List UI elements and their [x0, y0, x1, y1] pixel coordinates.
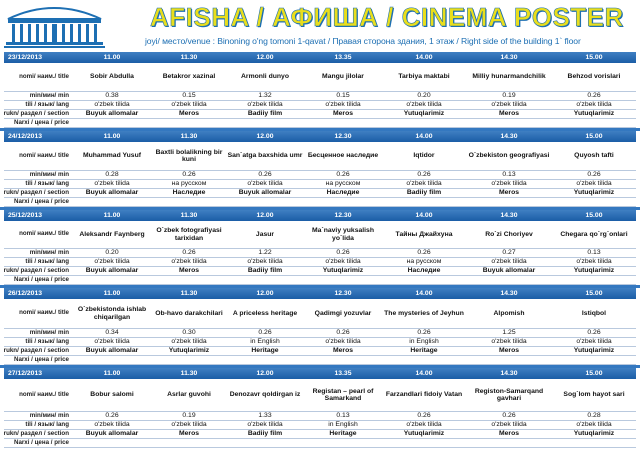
price-row	[4, 276, 636, 285]
film-section: Badiiy film	[247, 430, 283, 438]
film-title: Tarbiya maktabi	[398, 73, 450, 81]
film-lang: o'zbek tilida	[406, 421, 442, 429]
film-section: Yutuqlarimiz	[573, 267, 615, 275]
film-title: Asrlar guvohi	[167, 391, 211, 399]
showtime: 11.30	[180, 369, 198, 377]
row-label: nomi/ наим./ title	[19, 390, 69, 398]
showtime: 11.30	[180, 132, 198, 140]
film-price	[382, 356, 466, 364]
film-price	[304, 356, 382, 364]
row-label: rukn/ раздел / section	[4, 267, 69, 274]
film-price	[226, 119, 304, 127]
film-section: Meros	[498, 189, 520, 197]
duration-row	[4, 171, 636, 180]
film-price	[552, 276, 636, 284]
film-section: Meros	[178, 267, 200, 275]
film-section: Meros	[178, 430, 200, 438]
duration-row	[4, 92, 636, 101]
film-duration: 0.19	[182, 412, 196, 420]
date-header-row	[4, 52, 636, 63]
film-lang: o'zbek tilida	[576, 101, 612, 109]
showtime: 11.30	[180, 53, 198, 61]
film-lang: o'zbek tilida	[94, 101, 130, 109]
showtime: 14.00	[415, 211, 433, 219]
row-label: rukn/ раздел / section	[4, 189, 69, 196]
film-price	[304, 276, 382, 284]
showtime: 12.00	[256, 369, 274, 377]
showtime: 15.00	[585, 53, 603, 61]
film-price	[304, 119, 382, 127]
film-section: Buyuk allomalar	[85, 189, 139, 197]
film-title: Quyosh tafti	[574, 152, 614, 160]
film-duration: 0.26	[417, 329, 431, 337]
showtime: 11.00	[103, 53, 121, 61]
film-lang: o'zbek tilida	[171, 338, 207, 346]
film-lang: o'zbek tilida	[325, 101, 361, 109]
showtime: 15.00	[585, 132, 603, 140]
row-label: Narxi / цена / price	[13, 119, 69, 126]
venue-text: joyi/ место/venue : Binoning o'ng tomoni 1-qavat / Правая сторона здания, 1 этаж / Right side of the building 1` floor	[145, 36, 581, 46]
title-row	[4, 221, 636, 249]
film-price	[72, 119, 152, 127]
film-section: Buyuk allomalar	[85, 347, 139, 355]
film-duration: 0.19	[502, 92, 516, 100]
film-duration: 0.26	[417, 249, 431, 257]
day-separator	[0, 285, 640, 288]
film-price	[72, 276, 152, 284]
film-title: Farzandlari fidoiy Vatan	[385, 391, 463, 399]
cinema-building-logo-icon	[2, 1, 107, 49]
film-title: Bobur salomi	[90, 391, 134, 399]
film-price	[466, 439, 552, 447]
film-duration: 0.26	[182, 171, 196, 179]
title-row	[4, 63, 636, 92]
film-duration: 0.28	[587, 412, 601, 420]
film-duration: 1.25	[502, 329, 516, 337]
film-section: Badiiy film	[247, 267, 283, 275]
showtime: 12.30	[334, 289, 352, 297]
film-title: Ma`naviy yuksalish yo`lida	[312, 227, 374, 242]
showtime: 14.30	[500, 53, 518, 61]
day-separator	[0, 207, 640, 210]
language-row	[4, 101, 636, 110]
film-price	[152, 439, 226, 447]
film-title: Qadimgi yozuvlar	[314, 309, 372, 317]
film-duration: 0.27	[502, 249, 516, 257]
row-label: nomi/ наим./ title	[19, 230, 69, 238]
film-price	[152, 356, 226, 364]
showtime: 14.30	[500, 289, 518, 297]
film-lang: in English	[328, 421, 358, 429]
film-lang: in English	[250, 338, 280, 346]
film-duration: 0.26	[587, 92, 601, 100]
film-title: Muhammad Yusuf	[82, 152, 142, 160]
film-lang: o'zbek tilida	[576, 258, 612, 266]
film-lang: o'zbek tilida	[576, 421, 612, 429]
language-row	[4, 258, 636, 267]
film-lang: на русском	[406, 258, 442, 266]
film-title: Betakror xazinal	[162, 73, 216, 81]
film-price	[226, 276, 304, 284]
showtime: 14.00	[415, 369, 433, 377]
showtime: 14.00	[415, 289, 433, 297]
section-row	[4, 347, 636, 356]
film-title: Registan – pearl of Samarkand	[312, 387, 374, 402]
film-section: Yutuqlarimiz	[403, 110, 445, 118]
film-lang: o'zbek tilida	[491, 338, 527, 346]
film-section: Badiiy film	[406, 189, 442, 197]
film-section: Yutuqlarimiz	[168, 347, 210, 355]
film-duration: 0.20	[105, 249, 119, 257]
film-duration: 0.26	[502, 412, 516, 420]
film-duration: 0.26	[417, 412, 431, 420]
film-title: Sobir Abdulla	[90, 73, 134, 81]
day-separator	[0, 365, 640, 368]
film-lang: o'zbek tilida	[325, 258, 361, 266]
film-section: Heritage	[410, 347, 438, 355]
film-duration: 0.26	[336, 249, 350, 257]
price-row	[4, 198, 636, 207]
film-lang: o'zbek tilida	[247, 258, 283, 266]
film-section: Наследие	[172, 189, 206, 197]
film-price	[304, 439, 382, 447]
film-lang: o'zbek tilida	[491, 101, 527, 109]
showtime: 11.30	[180, 211, 198, 219]
film-lang: o'zbek tilida	[491, 421, 527, 429]
film-section: Yutuqlarimiz	[573, 347, 615, 355]
film-title: Mangu jilolar	[322, 73, 364, 81]
film-duration: 0.38	[105, 92, 119, 100]
film-lang: o'zbek tilida	[94, 338, 130, 346]
film-duration: 0.15	[336, 92, 350, 100]
film-lang: o'zbek tilida	[247, 180, 283, 188]
day-date: 24/12/2013	[8, 132, 43, 140]
film-section: Heritage	[251, 347, 279, 355]
price-row	[4, 356, 636, 365]
film-title: The mysteries of Jeyhun	[384, 309, 464, 317]
row-label: tili / язык/ lang	[25, 338, 69, 345]
film-title: Бесценное наследие	[307, 152, 379, 160]
day-date: 27/12/2013	[8, 369, 43, 377]
row-label: nomi/ наим./ title	[19, 72, 69, 80]
film-duration: 0.20	[417, 92, 431, 100]
film-section: Meros	[332, 110, 354, 118]
film-section: Yutuqlarimiz	[573, 110, 615, 118]
section-row	[4, 110, 636, 119]
film-duration: 0.13	[502, 171, 516, 179]
film-lang: o'zbek tilida	[406, 101, 442, 109]
poster-title: AFISHA / АФИША / CINEMA POSTER	[150, 2, 624, 32]
row-label: min/мин/ min	[29, 412, 69, 419]
title-row	[4, 379, 636, 412]
film-title: Sog`lom hayot sari	[563, 391, 625, 399]
film-price	[152, 119, 226, 127]
film-duration: 1.32	[258, 92, 272, 100]
film-title: Chegara qo`rg`onlari	[560, 230, 628, 238]
film-lang: o'zbek tilida	[325, 338, 361, 346]
film-title: Milliy hunarmandchilik	[472, 73, 546, 81]
showtime: 15.00	[585, 289, 603, 297]
film-price	[382, 439, 466, 447]
film-lang: o'zbek tilida	[576, 338, 612, 346]
film-price	[72, 356, 152, 364]
film-price	[466, 198, 552, 206]
film-price	[152, 198, 226, 206]
duration-row	[4, 249, 636, 258]
section-row	[4, 189, 636, 198]
showtime: 14.30	[500, 211, 518, 219]
film-lang: o'zbek tilida	[247, 421, 283, 429]
film-title: Alpomish	[493, 309, 525, 317]
film-duration: 0.34	[105, 329, 119, 337]
title-row	[4, 142, 636, 171]
film-price	[466, 276, 552, 284]
row-label: nomi/ наим./ title	[19, 151, 69, 159]
film-duration: 0.15	[182, 92, 196, 100]
film-price	[552, 439, 636, 447]
film-price	[466, 119, 552, 127]
day-date: 26/12/2013	[8, 289, 43, 297]
film-price	[72, 439, 152, 447]
film-price	[304, 198, 382, 206]
film-price	[382, 119, 466, 127]
showtime: 12.30	[334, 211, 352, 219]
film-section: Buyuk allomalar	[85, 267, 139, 275]
film-lang: o'zbek tilida	[491, 258, 527, 266]
film-section: Badiiy film	[247, 110, 283, 118]
film-lang: на русском	[171, 180, 207, 188]
showtime: 11.00	[103, 132, 121, 140]
film-title: Тайны Джайхуна	[395, 230, 453, 238]
film-price	[382, 276, 466, 284]
film-price	[552, 198, 636, 206]
row-label: nomi/ наим./ title	[19, 309, 69, 317]
row-label: rukn/ раздел / section	[4, 347, 69, 354]
date-header-row	[4, 210, 636, 221]
film-section: Meros	[178, 110, 200, 118]
row-label: Narxi / цена / price	[13, 356, 69, 363]
duration-row	[4, 412, 636, 421]
film-section: Yutuqlarimiz	[322, 267, 364, 275]
showtime: 14.00	[415, 53, 433, 61]
film-section: Наследие	[326, 189, 360, 197]
film-title: O`zbekistonda ishlab chiqarilgan	[77, 306, 147, 321]
film-lang: o'zbek tilida	[171, 258, 207, 266]
film-title: Denozavr qoldirgan iz	[229, 391, 301, 399]
row-label: min/мин/ min	[29, 92, 69, 99]
showtime: 12.00	[256, 211, 274, 219]
film-title: Baxtli bolalikning bir kuni	[155, 148, 223, 163]
film-duration: 1.33	[258, 412, 272, 420]
film-section: Yutuqlarimiz	[573, 430, 615, 438]
duration-row	[4, 329, 636, 338]
row-label: tili / язык/ lang	[25, 101, 69, 108]
film-section: Buyuk allomalar	[85, 430, 139, 438]
day-block	[4, 52, 636, 128]
film-title: O`zbekiston geografiyasi	[468, 152, 550, 160]
film-section: Buyuk allomalar	[238, 189, 292, 197]
title-row	[4, 299, 636, 329]
film-price	[466, 356, 552, 364]
film-price	[72, 198, 152, 206]
showtime: 14.30	[500, 132, 518, 140]
film-duration: 0.30	[182, 329, 196, 337]
film-duration: 0.13	[336, 412, 350, 420]
date-header-row	[4, 288, 636, 299]
film-lang: in English	[409, 338, 439, 346]
day-block	[4, 288, 636, 365]
film-duration: 0.26	[182, 249, 196, 257]
film-lang: o'zbek tilida	[491, 180, 527, 188]
showtime: 12.00	[256, 132, 274, 140]
film-duration: 0.13	[587, 249, 601, 257]
film-title: Armonli dunyo	[241, 73, 289, 81]
showtime: 11.00	[103, 211, 121, 219]
film-duration: 0.26	[587, 329, 601, 337]
day-block	[4, 210, 636, 285]
showtime: 13.35	[334, 53, 352, 61]
showtime: 15.00	[585, 211, 603, 219]
film-duration: 0.26	[336, 329, 350, 337]
film-section: Наследие	[407, 267, 441, 275]
film-section: Yutuqlarimiz	[573, 189, 615, 197]
film-lang: o'zbek tilida	[94, 258, 130, 266]
row-label: tili / язык/ lang	[25, 180, 69, 187]
row-label: Narxi / цена / price	[13, 198, 69, 205]
film-price	[226, 356, 304, 364]
row-label: rukn/ раздел / section	[4, 110, 69, 117]
film-title: Behzod vorislari	[567, 73, 621, 81]
film-lang: o'zbek tilida	[94, 421, 130, 429]
film-price	[382, 198, 466, 206]
film-duration: 1.22	[258, 249, 272, 257]
film-section: Heritage	[329, 430, 357, 438]
poster-header	[0, 0, 640, 50]
film-section: Meros	[332, 347, 354, 355]
film-price	[552, 356, 636, 364]
film-section: Meros	[498, 347, 520, 355]
film-section: Meros	[498, 430, 520, 438]
film-title: A priceless heritage	[232, 309, 298, 317]
film-lang: o'zbek tilida	[247, 101, 283, 109]
section-row	[4, 430, 636, 439]
film-lang: o'zbek tilida	[576, 180, 612, 188]
showtime: 11.00	[103, 369, 121, 377]
showtime: 13.35	[334, 369, 352, 377]
showtime: 12.00	[256, 53, 274, 61]
film-lang: o'zbek tilida	[94, 180, 130, 188]
film-price	[152, 276, 226, 284]
film-title: Ro`zi Choriyev	[485, 230, 533, 238]
day-separator	[0, 128, 640, 131]
film-lang: o'zbek tilida	[171, 421, 207, 429]
language-row	[4, 338, 636, 347]
film-duration: 0.26	[417, 171, 431, 179]
film-duration: 0.28	[105, 171, 119, 179]
date-header-row	[4, 131, 636, 142]
row-label: min/мин/ min	[29, 171, 69, 178]
showtime: 14.00	[415, 132, 433, 140]
day-block	[4, 368, 636, 448]
film-title: Istiqbol	[581, 309, 607, 317]
film-duration: 0.26	[258, 171, 272, 179]
day-date: 23/12/2013	[8, 53, 43, 61]
showtime: 12.00	[256, 289, 274, 297]
film-section: Meros	[498, 110, 520, 118]
price-row	[4, 439, 636, 448]
showtime: 15.00	[585, 369, 603, 377]
showtime: 11.00	[103, 289, 121, 297]
film-title: Aleksandr Faynberg	[79, 230, 145, 238]
film-section: Yutuqlarimiz	[403, 430, 445, 438]
row-label: tili / язык/ lang	[25, 258, 69, 265]
showtime: 12.30	[334, 132, 352, 140]
row-label: min/мин/ min	[29, 249, 69, 256]
row-label: Narxi / цена / price	[13, 439, 69, 446]
showtime: 11.30	[180, 289, 198, 297]
film-section: Buyuk allomalar	[482, 267, 536, 275]
film-title: Iqtidor	[413, 152, 435, 160]
film-title: Registon-Samarqand gavhari	[474, 387, 544, 402]
film-title: San`atga baxshida umr	[227, 152, 303, 160]
film-lang: o'zbek tilida	[171, 101, 207, 109]
film-title: Ob-havo darakchilari	[155, 309, 223, 317]
showtime: 14.30	[500, 369, 518, 377]
price-row	[4, 119, 636, 128]
row-label: min/мин/ min	[29, 329, 69, 336]
language-row	[4, 421, 636, 430]
film-duration: 0.26	[336, 171, 350, 179]
row-label: rukn/ раздел / section	[4, 430, 69, 437]
language-row	[4, 180, 636, 189]
section-row	[4, 267, 636, 276]
film-section: Buyuk allomalar	[85, 110, 139, 118]
film-title: Jasur	[255, 230, 275, 238]
film-price	[226, 439, 304, 447]
film-lang: o'zbek tilida	[406, 180, 442, 188]
film-duration: 0.26	[587, 171, 601, 179]
film-title: O`zbek fotografiyasi tarixidan	[156, 227, 222, 242]
row-label: tili / язык/ lang	[25, 421, 69, 428]
date-header-row	[4, 368, 636, 379]
film-duration: 0.26	[105, 412, 119, 420]
film-price	[552, 119, 636, 127]
film-duration: 0.26	[258, 329, 272, 337]
day-block	[4, 131, 636, 207]
day-date: 25/12/2013	[8, 211, 43, 219]
film-lang: на русском	[325, 180, 361, 188]
row-label: Narxi / цена / price	[13, 276, 69, 283]
film-price	[226, 198, 304, 206]
